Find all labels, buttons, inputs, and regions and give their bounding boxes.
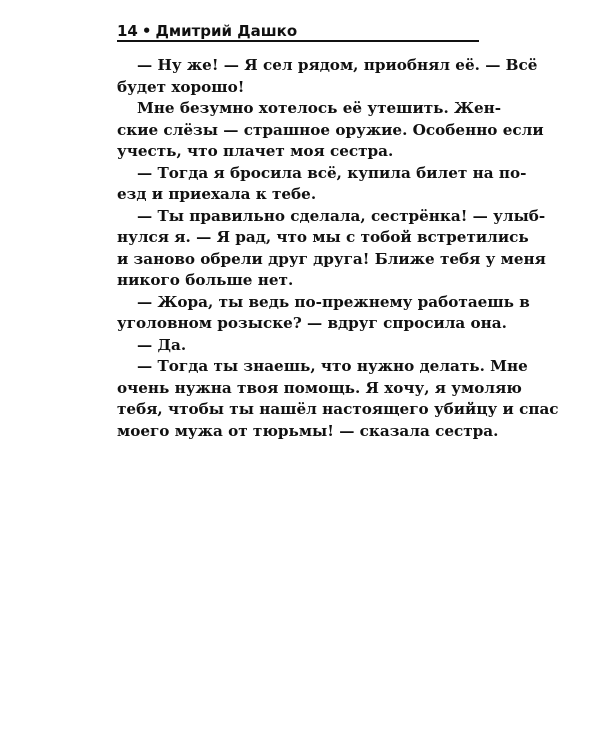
text-line: — Жора, ты ведь по-прежнему работаешь в [137, 292, 530, 311]
text-line: тебя, чтобы ты нашёл настоящего убийцу и спас [117, 400, 559, 418]
author-name: Дмитрий Дашко [155, 22, 298, 40]
text-line: будет хорошо! [117, 77, 245, 96]
text-line: — Ну же! — Я сел рядом, приобнял её. — Всё [137, 56, 538, 74]
body-text [117, 55, 559, 442]
text-line: и заново обрели друг друга! Ближе тебя у меня [117, 249, 546, 268]
text-line: — Тогда ты знаешь, что нужно делать. Мне [137, 357, 528, 375]
text-line: ские слёзы — страшное оружие. Особенно если [117, 120, 544, 139]
text-line: — Ты правильно сделала, сестрёнка! — улыб- [137, 206, 546, 225]
page-number: 14 [117, 22, 138, 40]
text-line: — Тогда я бросила всё, купила билет на по- [137, 163, 527, 182]
text-line: Мне безумно хотелось её утешить. Жен- [137, 99, 502, 117]
text-line: очень нужна твоя помощь. Я хочу, я умоляю [117, 378, 522, 397]
text-line: учесть, что плачет моя сестра. [117, 142, 394, 160]
text-line: нулся я. — Я рад, что мы с тобой встретились [117, 228, 529, 246]
text-line: никого больше нет. [117, 271, 294, 289]
text-line: езд и приехала к тебе. [117, 185, 317, 203]
text-line: — Да. [137, 335, 187, 354]
header-rule [117, 40, 479, 42]
running-head [117, 22, 479, 40]
bullet-separator: • [141, 22, 152, 40]
text-line: моего мужа от тюрьмы! — сказала сестра. [117, 421, 499, 440]
text-line: уголовном розыске? — вдруг спросила она. [117, 314, 507, 332]
